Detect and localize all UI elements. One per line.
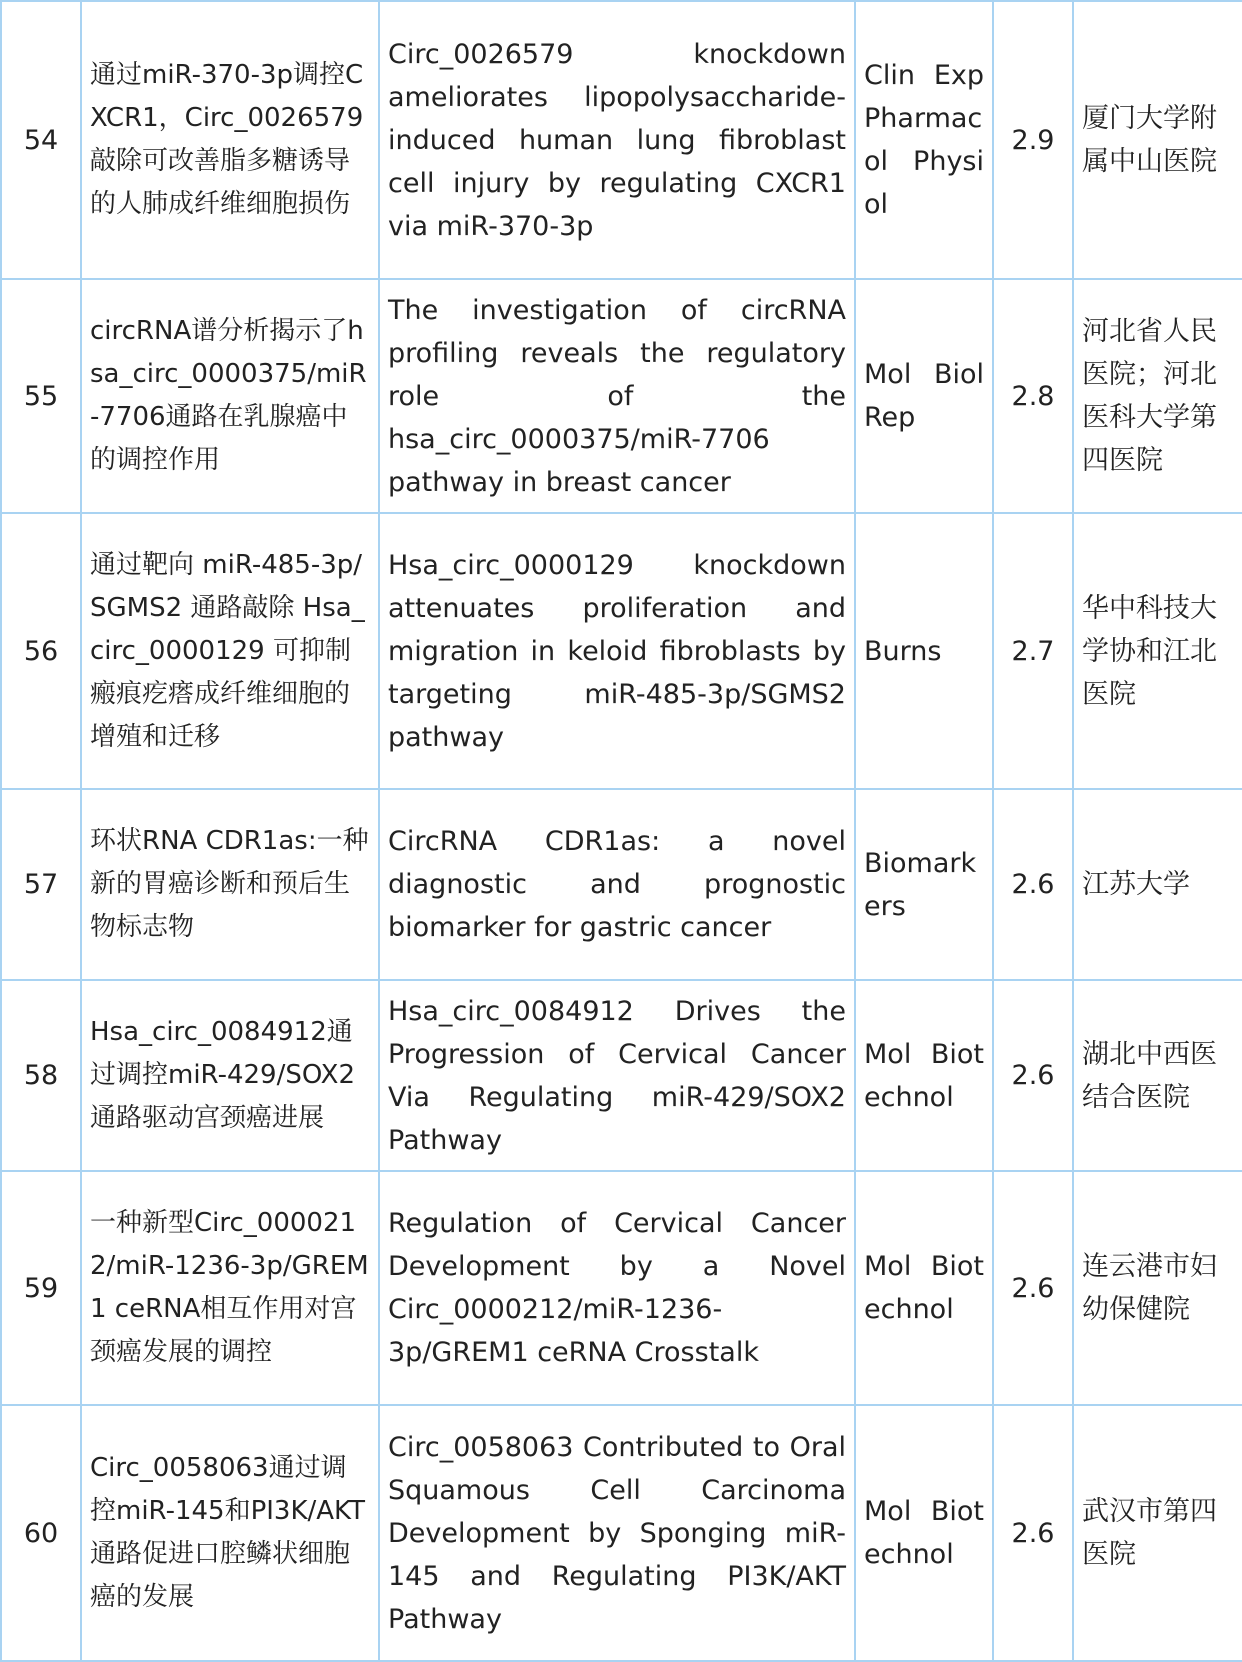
english-title: CircRNA CDR1as: a novel diagnostic and prognostic biomarker for gastric cancer	[379, 789, 855, 980]
english-title: Regulation of Cervical Cancer Development by a Novel Circ_0000212/miR-1236-3p/GREM1 ceRNA Crosstalk	[379, 1171, 855, 1405]
english-title: Hsa_circ_0000129 knockdown attenuates proliferation and migration in keloid fibroblasts by targeting miR-485-3p/SGMS2 pathway	[379, 513, 855, 789]
journal-name: Clin Exp Pharmacol Physiol	[855, 1, 993, 279]
row-number: 58	[1, 980, 81, 1171]
chinese-title: Hsa_circ_0084912通过调控miR-429/SOX2通路驱动宫颈癌进展	[81, 980, 379, 1171]
english-title: Circ_0058063 Contributed to Oral Squamous Cell Carcinoma Development by Sponging miR-145 and Regulating PI3K/AKT Pathway	[379, 1405, 855, 1661]
chinese-title: 通过靶向 miR-485-3p/SGMS2 通路敲除 Hsa_circ_0000129 可抑制瘢痕疙瘩成纤维细胞的增殖和迁移	[81, 513, 379, 789]
journal-name: Mol Biotechnol	[855, 1405, 993, 1661]
institution: 连云港市妇幼保健院	[1073, 1171, 1242, 1405]
impact-factor: 2.9	[993, 1, 1073, 279]
table-row	[1, 1405, 1242, 1661]
journal-name: Mol Biol Rep	[855, 279, 993, 513]
table-row	[1, 1, 1242, 279]
institution: 华中科技大学协和江北医院	[1073, 513, 1242, 789]
chinese-title: Circ_0058063通过调控miR-145和PI3K/AKT通路促进口腔鳞状细胞癌的发展	[81, 1405, 379, 1661]
institution: 河北省人民医院；河北医科大学第四医院	[1073, 279, 1242, 513]
table-row	[1, 513, 1242, 789]
journal-name: Burns	[855, 513, 993, 789]
table-row	[1, 1171, 1242, 1405]
row-number: 60	[1, 1405, 81, 1661]
institution: 江苏大学	[1073, 789, 1242, 980]
chinese-title: 一种新型Circ_0000212/miR-1236-3p/GREM1 ceRNA相互作用对宫颈癌发展的调控	[81, 1171, 379, 1405]
row-number: 59	[1, 1171, 81, 1405]
english-title: Circ_0026579 knockdown ameliorates lipopolysaccharide-induced human lung fibroblast cell injury by regulating CXCR1 via miR-370-3p	[379, 1, 855, 279]
row-number: 55	[1, 279, 81, 513]
chinese-title: circRNA谱分析揭示了hsa_circ_0000375/miR-7706通路在乳腺癌中的调控作用	[81, 279, 379, 513]
journal-name: Mol Biotechnol	[855, 980, 993, 1171]
table-row	[1, 789, 1242, 980]
table-row	[1, 279, 1242, 513]
institution: 厦门大学附属中山医院	[1073, 1, 1242, 279]
institution: 湖北中西医结合医院	[1073, 980, 1242, 1171]
english-title: Hsa_circ_0084912 Drives the Progression of Cervical Cancer Via Regulating miR-429/SOX2 Pathway	[379, 980, 855, 1171]
journal-name: Biomarkers	[855, 789, 993, 980]
impact-factor: 2.6	[993, 980, 1073, 1171]
institution: 武汉市第四医院	[1073, 1405, 1242, 1661]
chinese-title: 通过miR-370-3p调控CXCR1，Circ_0026579敲除可改善脂多糖诱导的人肺成纤维细胞损伤	[81, 1, 379, 279]
impact-factor: 2.6	[993, 1171, 1073, 1405]
journal-name: Mol Biotechnol	[855, 1171, 993, 1405]
row-number: 57	[1, 789, 81, 980]
table-row	[1, 980, 1242, 1171]
impact-factor: 2.7	[993, 513, 1073, 789]
row-number: 54	[1, 1, 81, 279]
impact-factor: 2.6	[993, 1405, 1073, 1661]
chinese-title: 环状RNA CDR1as:一种新的胃癌诊断和预后生物标志物	[81, 789, 379, 980]
english-title: The investigation of circRNA profiling reveals the regulatory role of the hsa_circ_0000375/miR-7706 pathway in breast cancer	[379, 279, 855, 513]
impact-factor: 2.6	[993, 789, 1073, 980]
impact-factor: 2.8	[993, 279, 1073, 513]
row-number: 56	[1, 513, 81, 789]
